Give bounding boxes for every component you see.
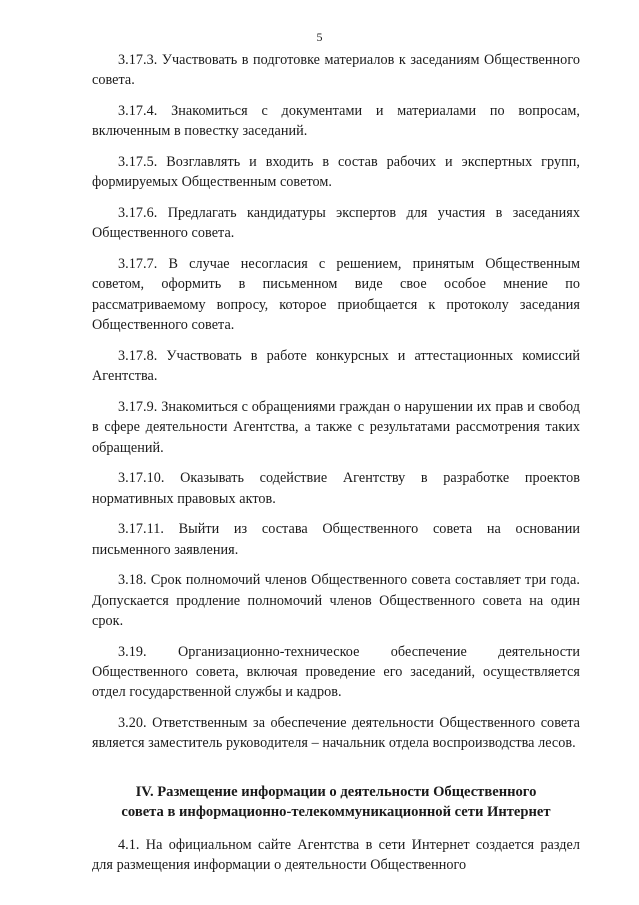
paragraph-3-20: 3.20. Ответственным за обеспечение деятельности Общественного совета является заместитель руководителя – начальник отдела воспроизводства лесов. [92, 715, 580, 752]
document-body [92, 50, 580, 886]
paragraph-3-17-4: 3.17.4. Знакомиться с документами и материалами по вопросам, включенным в повестку заседаний. [92, 103, 580, 140]
paragraph-3-17-9: 3.17.9. Знакомиться с обращениями граждан о нарушении их прав и свобод в сфере деятельности Агентства, а также с результатами рассмотрения таких обращений. [92, 398, 580, 456]
paragraph-3-17-5: 3.17.5. Возглавлять и входить в состав рабочих и экспертных групп, формируемых Общественным советом. [92, 154, 580, 191]
paragraph-3-17-11: 3.17.11. Выйти из состава Общественного совета на основании письменного заявления. [92, 521, 580, 558]
page-number: 5 [316, 30, 323, 44]
paragraph-3-17-7: 3.17.7. В случае несогласия с решением, принятым Общественным советом, оформить в письменном виде свое особое мнение по рассматриваемому вопросу, которое приобщается к протоколу заседания Общественного совета. [92, 256, 580, 334]
section-heading [92, 782, 580, 823]
paragraph-3-17-3: 3.17.3. Участвовать в подготовке материалов к заседаниям Общественного совета. [92, 52, 580, 89]
section-heading-line-2: совета в информационно-телекоммуникационной сети Интернет [121, 804, 551, 821]
paragraph-3-17-8: 3.17.8. Участвовать в работе конкурсных и аттестационных комиссий Агентства. [92, 347, 580, 385]
paragraph-3-17-6: 3.17.6. Предлагать кандидатуры экспертов для участия в заседаниях Общественного совета. [92, 205, 580, 242]
paragraph-3-17-10: 3.17.10. Оказывать содействие Агентству в разработке проектов нормативных правовых актов. [92, 470, 580, 507]
paragraph-3-18: 3.18. Срок полномочий членов Общественного совета составляет три года. Допускается продление полномочий членов Общественного совета на один срок. [92, 572, 580, 630]
paragraph-3-19: 3.19. Организационно-техническое обеспечение деятельности Общественного совета, включая проведение его заседаний, осуществляется отдел государственной службы и кадров. [92, 643, 580, 701]
section-heading-line-1: IV. Размещение информации о деятельности Общественного [135, 783, 537, 800]
paragraph-4-1: 4.1. На официальном сайте Агентства в сети Интернет создается раздел для размещения информации о деятельности Общественного [92, 837, 580, 874]
